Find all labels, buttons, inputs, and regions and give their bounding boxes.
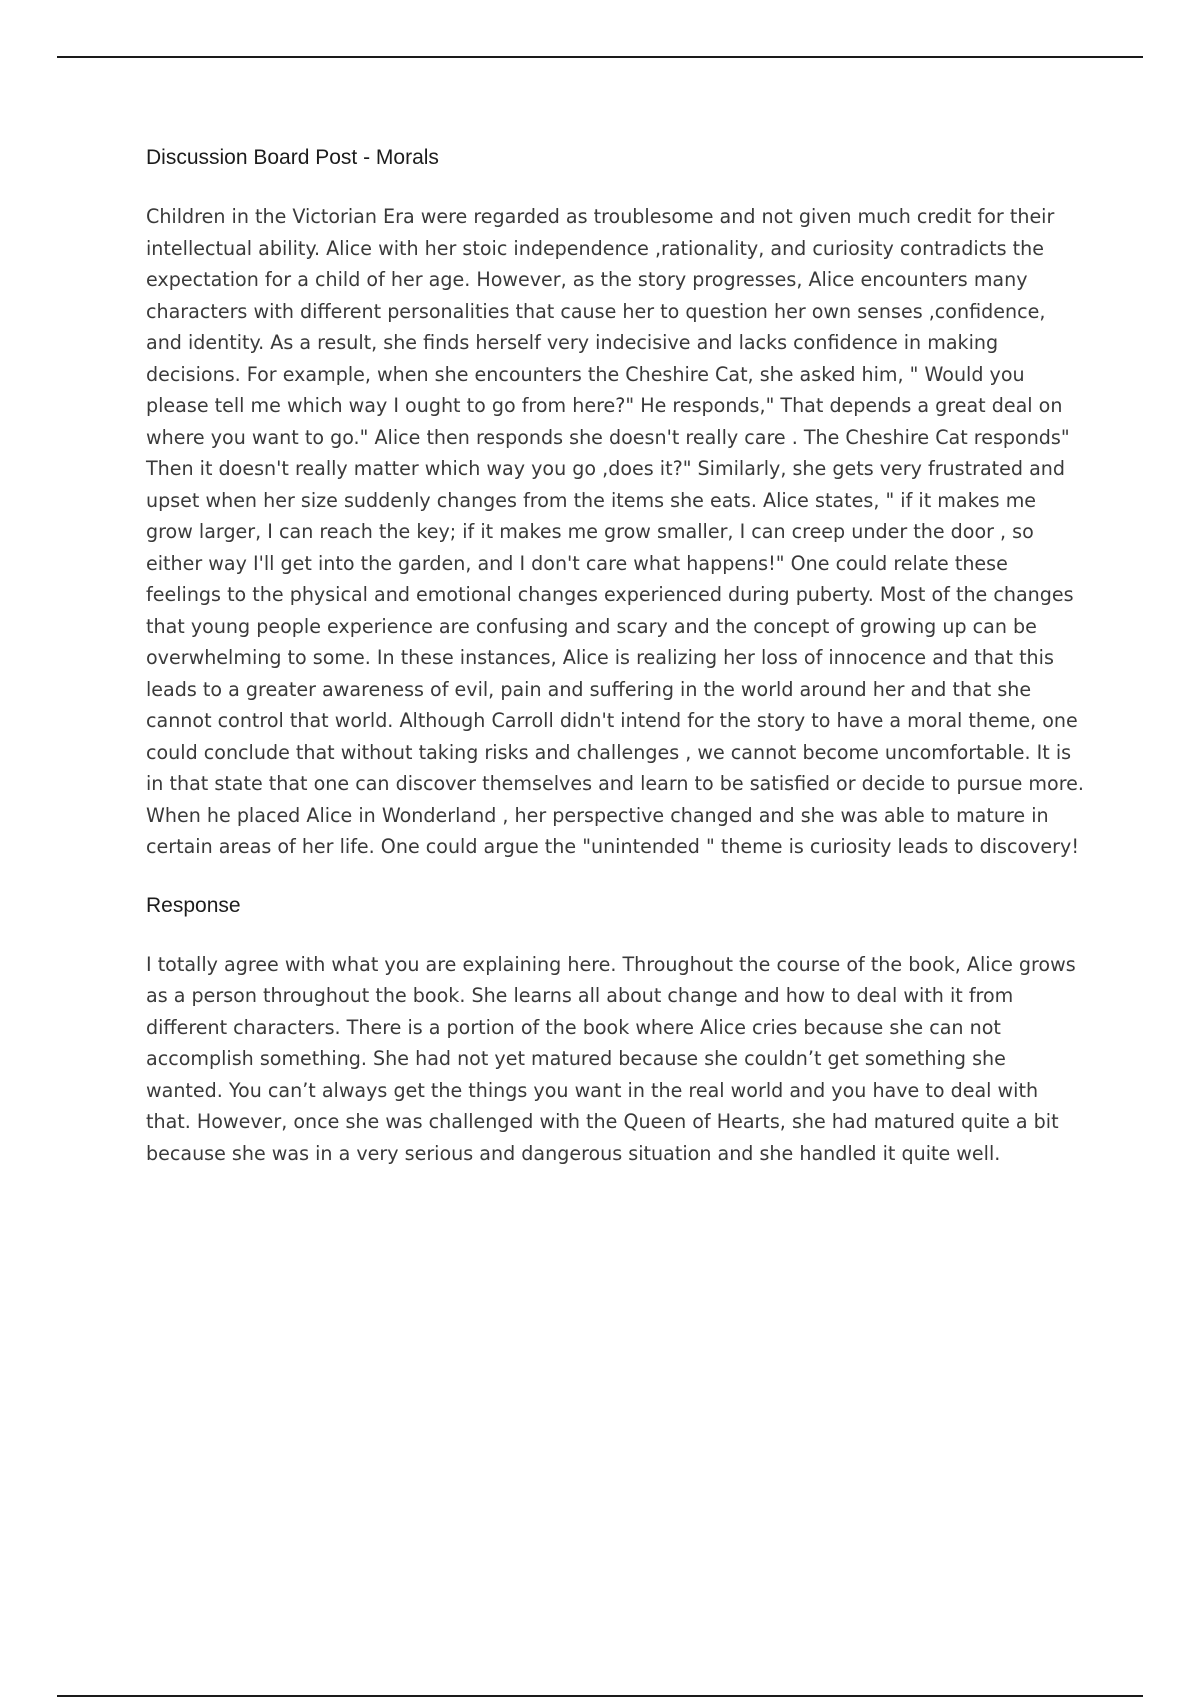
- post-title: Discussion Board Post - Morals: [146, 146, 439, 169]
- document-body: [146, 143, 1086, 1169]
- response-body: I totally agree with what you are explaining here. Throughout the course of the book, Alice grows as a person throughout the book. She learns all about change and how to deal with it from different characters. There is a portion of the book where Alice cries because she can not accomplish something. She had not yet matured because she couldn’t get something she wanted. You can’t always get the things you want in the real world and you have to deal with that. However, once she was challenged with the Queen of Hearts, she had matured quite a bit because she was in a very serious and dangerous situation and she handled it quite well.: [146, 952, 1076, 1165]
- post-body: Children in the Victorian Era were regarded as troublesome and not given much credit for their intellectual ability. Alice with her stoic independence ,rationality, and curiosity contradicts the expectation for a child of her age. However, as the story progresses, Alice encounters many characters with different personalities that cause her to question her own senses ,confidence, and identity. As a result, she finds herself very indecisive and lacks confidence in making decisions. For example, when she encounters the Cheshire Cat, she asked him, " Would you please tell me which way I ought to go from here?" He responds," That depends a great deal on where you want to go." Alice then responds she doesn't really care . The Cheshire Cat responds" Then it doesn't really matter which way you go ,does it?" Similarly, she gets very frustrated and upset when her size suddenly changes from the items she eats. Alice states, " if it makes me grow larger, I can reach the key; if it makes me grow smaller, I can creep under the door , so either way I'll get into the garden, and I don't care what happens!" One could relate these feelings to the physical and emotional changes experienced during puberty. Most of the changes that young people experience are confusing and scary and the concept of growing up can be overwhelming to some. In these instances, Alice is realizing her loss of innocence and that this leads to a greater awareness of evil, pain and suffering in the world around her and that she cannot control that world. Although Carroll didn't intend for the story to have a moral theme, one could conclude that without taking risks and challenges , we cannot become uncomfortable. It is in that state that one can discover themselves and learn to be satisfied or decide to pursue more. When he placed Alice in Wonderland , her perspective changed and she was able to mature in certain areas of her life. One could argue the "unintended " theme is curiosity leads to discovery!: [146, 205, 1084, 858]
- bottom-divider: [57, 1695, 1143, 1697]
- top-divider: [57, 56, 1143, 58]
- response-heading: Response: [146, 893, 241, 917]
